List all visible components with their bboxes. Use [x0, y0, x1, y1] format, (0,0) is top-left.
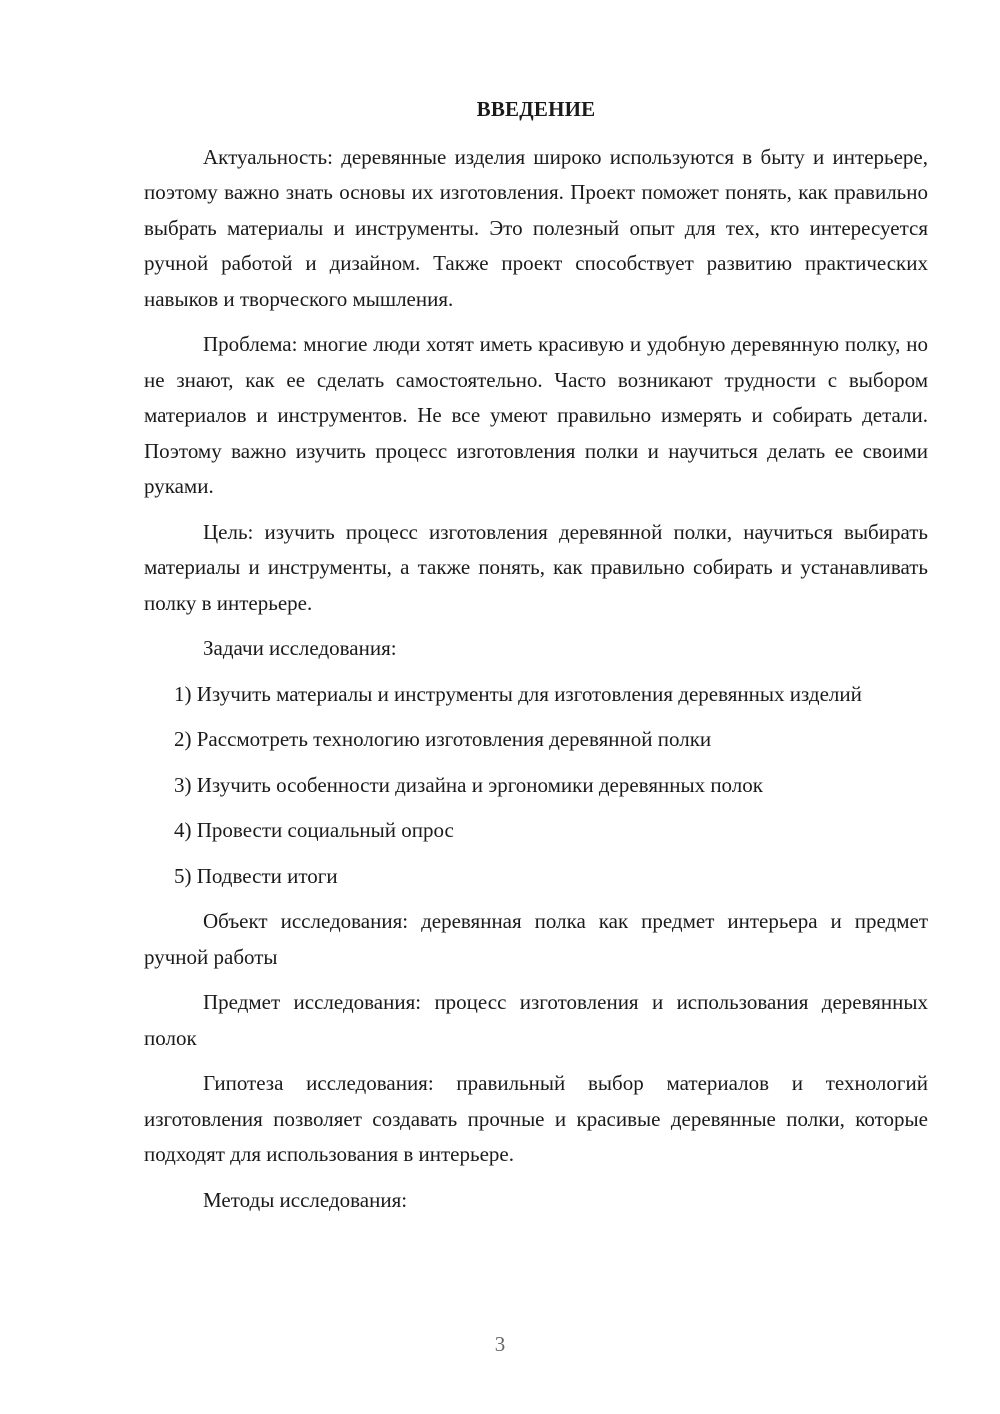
methods-heading: Методы исследования:: [203, 1187, 408, 1212]
list-item: 3) Изучить особенности дизайна и эргономики деревянных полок: [174, 772, 763, 797]
problem-paragraph: Проблема: многие люди хотят иметь красивую и удобную деревянную полку, но не знают, как ее сделать самостоятельно. Часто возникают трудности с выбором материалов и инструментов. Не все умеют правильно измерять и собирать детали. Поэтому важно изучить процесс изготовления полки и научиться делать ее своими руками.: [144, 332, 928, 498]
page-number: 3: [494, 1332, 506, 1356]
relevance-paragraph: Актуальность: деревянные изделия широко используются в быту и интерьере, поэтому важно знать основы их изготовления. Проект поможет понять, как правильно выбрать материалы и инструменты. Это полезный опыт для тех, кто интересуется ручной работой и дизайном. Также проект способствует развитию практических навыков и творческого мышления.: [144, 144, 928, 311]
page-title: ВВЕДЕНИЕ: [476, 97, 596, 121]
object-paragraph: Объект исследования: деревянная полка как предмет интерьера и предмет ручной работы: [144, 909, 928, 969]
list-item: 1) Изучить материалы и инструменты для изготовления деревянных изделий: [174, 681, 862, 706]
document-page: [144, 92, 928, 1228]
goal-paragraph: Цель: изучить процесс изготовления деревянной полки, научиться выбирать материалы и инструменты, а также понять, как правильно собирать и устанавливать полку в интерьере.: [144, 519, 928, 615]
list-item: 2) Рассмотреть технологию изготовления деревянной полки: [174, 727, 712, 751]
tasks-list: [144, 677, 928, 895]
tasks-heading: Задачи исследования:: [203, 636, 397, 660]
hypothesis-paragraph: Гипотеза исследования: правильный выбор материалов и технологий изготовления позволяет создавать прочные и красивые деревянные полки, которые подходят для использования в интерьере.: [144, 1071, 928, 1166]
list-item: 5) Подвести итоги: [174, 863, 338, 888]
subject-paragraph: Предмет исследования: процесс изготовления и использования деревянных полок: [144, 990, 928, 1050]
list-item: 4) Провести социальный опрос: [174, 818, 454, 842]
